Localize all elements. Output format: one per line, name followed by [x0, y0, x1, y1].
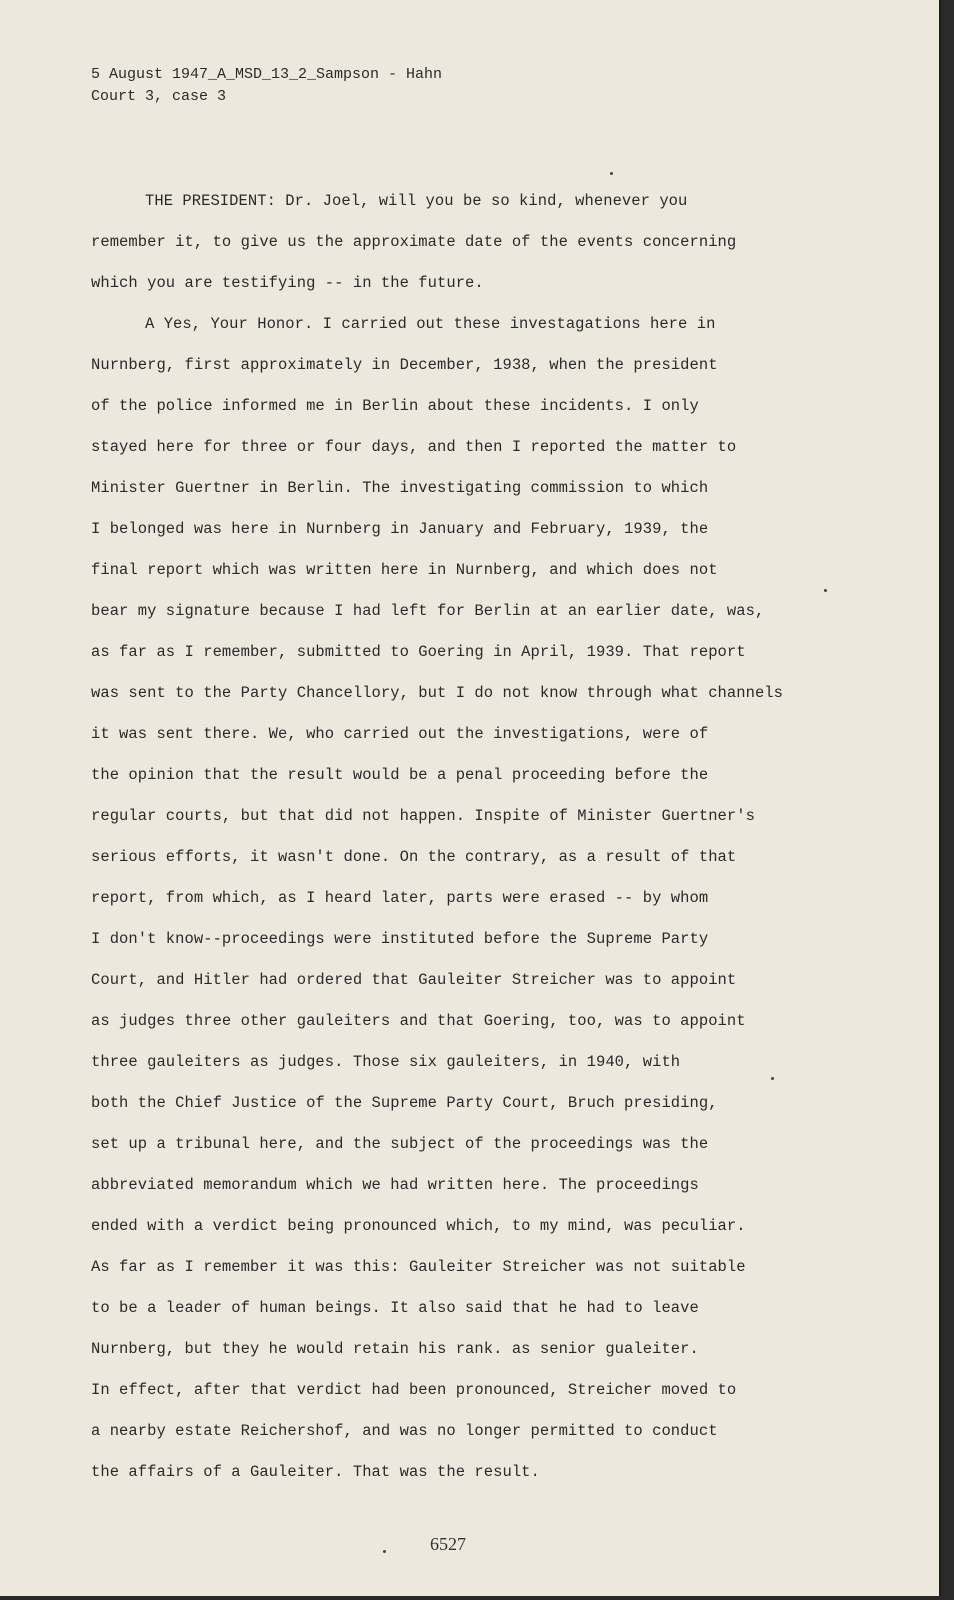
text-line: which you are testifying -- in the future. — [91, 274, 484, 292]
text-line: THE PRESIDENT: Dr. Joel, will you be so kind, whenever you — [145, 192, 688, 210]
text-line: I belonged was here in Nurnberg in January and February, 1939, the — [91, 520, 709, 538]
text-line: as judges three other gauleiters and that Goering, too, was to appoint — [91, 1012, 746, 1030]
text-line: serious efforts, it wasn't done. On the contrary, as a result of that — [91, 848, 737, 866]
text-line: I don't know--proceedings were instituted before the Supreme Party — [91, 930, 709, 948]
paper-speck — [610, 172, 613, 175]
text-line: the affairs of a Gauleiter. That was the result. — [91, 1463, 540, 1481]
text-line: regular courts, but that did not happen. Inspite of Minister Guertner's — [91, 807, 755, 825]
text-line: Nurnberg, first approximately in December, 1938, when the president — [91, 356, 718, 374]
text-line: set up a tribunal here, and the subject of the proceedings was the — [91, 1135, 709, 1153]
header-court-case: Court 3, case 3 — [91, 88, 227, 105]
paper-speck — [824, 589, 827, 592]
text-line: of the police informed me in Berlin about these incidents. I only — [91, 397, 699, 415]
text-line: final report which was written here in Nurnberg, and which does not — [91, 561, 718, 579]
text-line: As far as I remember it was this: Gauleiter Streicher was not suitable — [91, 1258, 746, 1276]
text-line: A Yes, Your Honor. I carried out these investagations here in — [145, 315, 716, 333]
text-line: it was sent there. We, who carried out the investigations, were of — [91, 725, 709, 743]
text-line: to be a leader of human beings. It also said that he had to leave — [91, 1299, 699, 1317]
text-line: Nurnberg, but they he would retain his rank. as senior gualeiter. — [91, 1340, 699, 1358]
text-line: both the Chief Justice of the Supreme Party Court, Bruch presiding, — [91, 1094, 718, 1112]
text-line: stayed here for three or four days, and then I reported the matter to — [91, 438, 737, 456]
text-line: ended with a verdict being pronounced which, to my mind, was peculiar. — [91, 1217, 746, 1235]
text-line: a nearby estate Reichershof, and was no longer permitted to conduct — [91, 1422, 718, 1440]
paper-speck — [383, 1550, 386, 1553]
text-line: In effect, after that verdict had been pronounced, Streicher moved to — [91, 1381, 737, 1399]
page-number: 6527 — [430, 1534, 466, 1554]
text-line: the opinion that the result would be a penal proceeding before the — [91, 766, 709, 784]
text-line: bear my signature because I had left for Berlin at an earlier date, was, — [91, 602, 765, 620]
paper-speck — [771, 1077, 774, 1080]
text-line: Court, and Hitler had ordered that Gauleiter Streicher was to appoint — [91, 971, 737, 989]
text-line: report, from which, as I heard later, parts were erased -- by whom — [91, 889, 709, 907]
text-line: Minister Guertner in Berlin. The investigating commission to which — [91, 479, 709, 497]
text-line: abbreviated memorandum which we had written here. The proceedings — [91, 1176, 699, 1194]
text-line: as far as I remember, submitted to Goering in April, 1939. That report — [91, 643, 746, 661]
text-line: remember it, to give us the approximate date of the events concerning — [91, 233, 737, 251]
header-date-reference: 5 August 1947_A_MSD_13_2_Sampson - Hahn — [91, 66, 443, 83]
text-line: was sent to the Party Chancellory, but I do not know through what channels — [91, 684, 784, 702]
text-line: three gauleiters as judges. Those six gauleiters, in 1940, with — [91, 1053, 681, 1071]
